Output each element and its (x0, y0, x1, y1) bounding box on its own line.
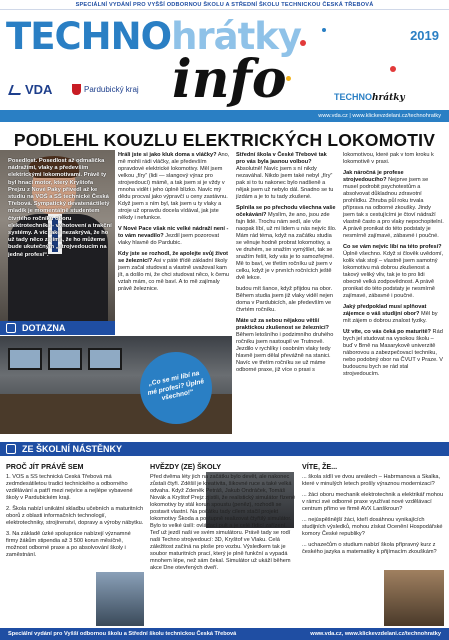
th-logo-b: hrátky (372, 93, 405, 103)
answer: Ano, mě mohli rádi vláčky, ale především opravdové elektrické lokomotivy. Měl jsem velkou „fíry“ (lidi — slangový výraz pro strojvedoucí) mámě, a tak jsem si je vždy v mnoha vidět i jeho úplně blízko. Navíc mý dědu procval jako výpravčí u ceny zastávnu. Když jsem s ním byl, tak jsem u ty vlaky a stroje už opravdu docela vídával, jak jste někdy i nefunkce. (118, 152, 230, 221)
answer: Absolutně! Navíc jsem s ní nikdy nezaváhal. Nikdo jsem také nebyl „fíry“ pak si to tu nakonec bylo nadšeně a nějak jsem už nebylo dál. Snadno se tu jízdám a je to tu tady zkušené. (236, 166, 334, 200)
middle-column-heading: HVĚZDY (ZE) ŠKOLY (150, 462, 222, 471)
answer: Nejprve jsem se musel podrobit psychotestům a absolvovat důkladnou zdravotní prohlídku. Zhruba půl roku trvala příprava na odborné zkoušky. Jindy jsem tak s cestujícími je čtoví nádraží vlastně často a pro vlaky nepochopitelní. A právě pronikat do této podstaty je nesmírně zajímavé, zábavné i poučné. (343, 177, 444, 239)
footer-left-text: Speciální vydání pro Vyšší odbornou školu a Střední školu technickou Česká Třebová (8, 631, 237, 637)
question: Střední škola v České Třebové tak pro vás byla jasnou volbou? (236, 152, 327, 165)
middle-text: Před dvěma léty jich na začátku bylo devět, ale nakonec zůstali čtyři. Zděšil je kreativita, šikovné ruce a také velká odvaha. Když Zdeněk Petráš, Jakub Ondráček, Tomáš Novák a Kryštof Prejz zjistili, že realistický simulátor řízené lokomotivy by stál korun spoustu (peněz), rozhodli se postavit vlastní. Na počátku tady cílem stačil projekt lokomotivy Škoda a postupně realizovat čtyřtilý simulátor. Bylo to velké úsilí: ovládací pult a je celé řídicí zařízení. Teď už jezdí naši ve svém simulátoru. Právě tady se rodí naši Techno strojvedoucí: 3D, Kryštof ve Vlaku. Celá záležitost začíná na ploše pro vozbu. Výsledkem tak je soubor maturitních prací, který je plně funkční a vypadá mnohem lépe, než sám čekal. Simulátor už ukáží během akce Dne otevřených dveří. (150, 474, 296, 571)
th-logo-a: TECHNO (334, 92, 372, 102)
answer: Úplně všechno. Když si člověk uvědomí, kolik vlak stojí – vlastně jsem samotný lokomotivu má dobrou zkušenost a takový veliký vliv, tak je to pro lidi obecně velká zodpovědnost. A právě pronikat do této podstaty je nesmírně zajímavé, zábavné i poučné. (343, 251, 444, 299)
question: Kdy jste se rozhodl, že apolejte svůj život se železnicí? (118, 251, 229, 264)
answer: Během letošního i podzimního druhého ročníku jsem nastoupil ve Trutnově. Jezdilo v rychlíky i osobním vlaky tedy hlavně jsem dělal převážně na stanici. Navíc ve třetím ročníku se už máme odborné praxe, již více o praxi s lokomotivou, které pak v tom kroku k lokomotivě v praxi. (236, 152, 434, 373)
section-dotazna (0, 321, 115, 335)
list-item: ... škola sídlí ve dvou areálech – Habrmanova a Skalka, které v minulých letech prošly výraznou modernizací? (302, 474, 441, 487)
masthead (0, 10, 449, 122)
board-icon (6, 444, 16, 454)
technohratky-logo (334, 92, 405, 103)
question: Už víte, co vás čeká po maturitě? (343, 329, 431, 335)
right-column-heading: VÍTE, ŽE... (302, 462, 338, 471)
kraj-shield-icon (72, 84, 81, 95)
list-item: 2. Škola nabízí unikátní skladbu učebních a maturitních oborů z oblasti informačních technologií, elektrotechniky, strojírenství, dopravy a výroby nábytku. (6, 506, 144, 526)
workshop-photo (384, 570, 444, 626)
masthead-info: info (172, 49, 287, 110)
vda-logo-text: VDA (25, 82, 53, 97)
section-nastenky-label: ZE ŠKOLNÍ NÁSTĚNKY (22, 444, 123, 454)
quote-bubble: „Co se mi líbí na mé profesi? Úplně všechno!“ (133, 345, 218, 430)
answer: Měl by mít zájem o dobrou znalost fyziky. (343, 311, 438, 324)
title-hratky: hrátky (171, 15, 302, 58)
interview-column-3 (236, 152, 444, 440)
question: V Nové Pace však nic velké nádraží není - to vám nevadilo? (118, 226, 229, 239)
answer: Myslím, že ano, jsou zde fajn lidé. Trochu nám sedí, ale vše naopak líbí, už mi lidem u nás nejvíc šlo. Mám rád téma, když na začátku studia se věnuje hodně probrat lokomotivy, a ve druhém, se snažím vymýšlet, tak se snažím řešit, kdy vás je to samozřejmé. Mě to baví, ve třetím ročníku už jsem v celku, když je v prvních ročnících ještě dvě lekce. (236, 212, 337, 281)
list-item: 3. Na základě úzké spolupráce nabízejí významné firmy žákům stipendia až 3 500 korun měsíčně, možnost odborné praxe a po absolvování školy i zaměstnání. (6, 531, 131, 558)
question: Jaký předpoklad musí splňovat zájemce o váš studijní obor? (343, 304, 427, 317)
list-item: ... nejúspěšnější žáci, kteří dosáhnou vynikajících studijních výsledků, mohou získat Ocenění Hospodářské komory České republiky? (302, 517, 443, 537)
answer: Asi v páté třídě základní školy jsem začal studovat a vlastně uvažoval kam jít, a došlo mi, že chci studovat něco, k čemu vztah mám, co mě baví. A to mě zajímaly právě železnice. (118, 258, 229, 292)
article-lead: Posedlost. Posedlost až odmalička nádražími, vlaky a především elektrickými lokomotivami. Právě ty byl hnací motor, který Kryštofa Prejzu z Nové Paky přivedl až ke studiu na VOŠ a SŠ technické Česká Třebová. Sympatický devatenáctiletý mladík je momentálně studentem čtvrtého ročníku oboru elektrotechnika - vyhotovení a trakční systémy. A víc také nezakrývá, že ho už tady něco zajímá, že ho můžeme bude ukutečným „strojvedoucím na jedné profesi“. (8, 158, 112, 258)
answer: Jezdil jsem pozorovat vlaky hlavně do Pardubic. (118, 233, 220, 246)
article-headline: PODLEHL KOUZLU ELEKTRICKÝCH LOKOMOTIV (13, 130, 436, 150)
top-banner: SPECIÁLNÍ VYDÁNÍ PRO VYŠŠÍ ODBORNOU ŠKOLU A STŘEDNÍ ŠKOLU TECHNICKOU ČESKÁ TŘEBOVÁ (0, 0, 449, 10)
section-dotazna-label: DOTAZNA (22, 323, 66, 333)
footer (0, 628, 449, 640)
answer: Rád bych jel studovat na vysokou školu – buď v Brně na Masarykově univerzitě náborovou a zabezpečovací techniku, nebo podobný obor na ČVUT v Praze. V budoucnu bych se rád stal strojvedoucím. (343, 329, 444, 377)
question: Jak náročná je profese strojvedoucího? (343, 170, 404, 183)
answer: budou mít šance, když přijdou na obor. Během studia jsem již vlaky viděl nejen doma v Pardubicích, ale především ve čtvrtém ročníku. (236, 286, 334, 313)
list-item: ... uchazečům o studium nabízí škola přípravný kurz z českého jazyka a matematiky k přijímacím zkouškám? (302, 542, 437, 555)
question: Splnila se po přechodu všechna vaše očekávání? (236, 205, 336, 218)
masthead-url-stripe[interactable]: www.vda.cz | www.klickevzdelani.cz/technohratky (0, 110, 449, 122)
screen-shape (8, 348, 42, 370)
question: Máte už za sebou nějakou větší praktickou zkušenost se železnicí? (236, 318, 329, 331)
left-column-heading: PROČ JÍT PRÁVĚ SEM (6, 462, 84, 471)
list-item: ... žáci oboru mechanik elektrotechnik a elektrikář mohou v rámci své odborné praxe využívat nové vzdělávací centrum přímo ve firmě AVX Lanškroun? (302, 492, 444, 512)
decor-dot (322, 28, 326, 32)
kraj-logo (72, 84, 139, 95)
footer-links[interactable]: www.vda.cz, www.klickevzdelani.cz/technohratky (310, 631, 441, 637)
title-techno: TECHNO (6, 15, 172, 58)
section-nastenky (0, 442, 449, 456)
issue-year: 2019 (410, 28, 439, 43)
screen-shape (88, 348, 122, 370)
middle-column (150, 474, 296, 626)
question: Co se vám nejvíc líbí na této profesi? (343, 244, 442, 250)
vda-mark-icon (8, 85, 24, 95)
kraj-logo-text: Pardubický kraj (84, 85, 139, 94)
interview-column-2 (118, 152, 230, 297)
screen-shape (48, 348, 82, 370)
school-building-photo (96, 572, 144, 626)
chat-icon (6, 323, 16, 333)
vda-logo (10, 82, 52, 97)
decor-dot (390, 66, 396, 72)
list-item: 1. VOŠ a SŠ technická Česká Třebová má zedmdesátiletou tradici technického a odborného vzdělávání a patří mezi nejvíce a nejlépe vybavené školy v Pardubickém kraji. (6, 474, 133, 501)
decor-dot (286, 76, 291, 81)
question: Hráli jste si jako kluk doma s vláčky? (118, 152, 217, 158)
